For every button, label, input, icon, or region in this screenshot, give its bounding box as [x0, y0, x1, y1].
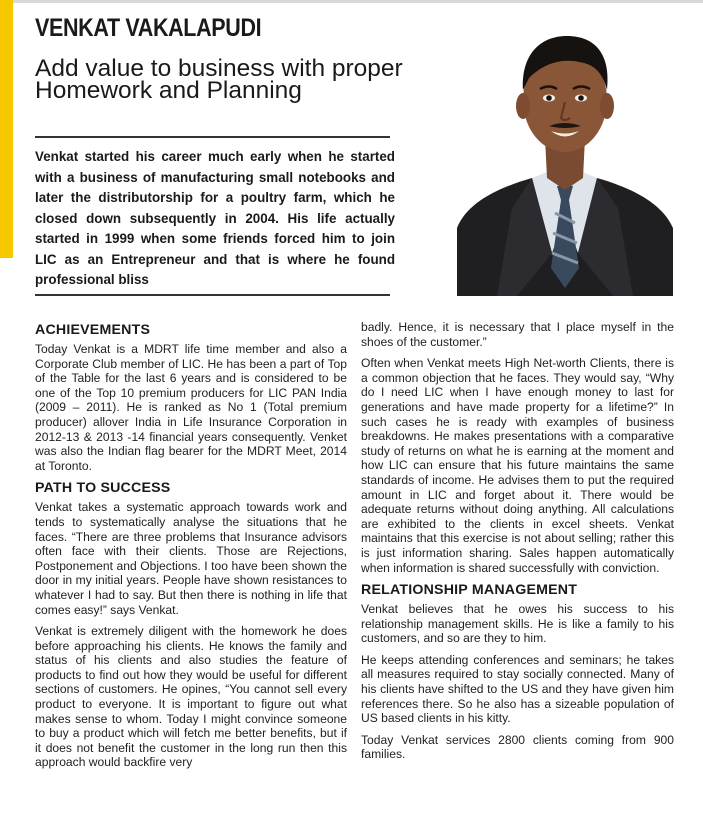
portrait-photo-icon [457, 18, 673, 296]
accent-bar [0, 0, 13, 258]
headline [35, 55, 475, 104]
divider-top [35, 136, 390, 138]
portrait-illustration [457, 18, 673, 296]
divider-bottom [35, 294, 390, 296]
relationship-paragraph-2: He keeps attending conferences and seminars; he takes all measures required to stay socially connected. Many of his clients have shifted to the US and they have given him references there. So he also has a sizeable population of US based clients in his kitty. [361, 652, 674, 726]
achievements-paragraph: Today Venkat is a MDRT life time member and also a Corporate Club member of LIC. He has been a part of Top of the Table for the last 6 years and is considered to be one of the Top 10 premium producers for LIC PAN India (2009 – 2011). He is ranked as No 1 (Total premium producer) allover India in Life Insurance Corporation in 2012-13 & 2013 -14 financial years consequently. Venket was also the Indian flag bearer for the MDRT Meet, 2014 at Toronto. [35, 342, 347, 473]
page-top-edge [0, 0, 703, 3]
section-heading-achievements: ACHIEVEMENTS [35, 322, 151, 338]
path-paragraph-4: Often when Venkat meets High Net-worth Clients, there is a common objection that he faces. They would say, “Why do I need LIC when I have enough money to last for generations and have made property for a lifetime?” In such cases he is ready with examples of business breakdowns. He makes presentations with a comparative study of returns on what he is earning at the moment and how LIC can ensure that his future maintains the same standards of income. He advises them to put the required amount in LIC and forget about it. There would be adequate returns without doing anything. All calculations are exhibited to the clients in excel sheets. Venkat maintains that this exercise is not about selling; rather this is just information sharing. Sales happen automatically when information is shared successfully with conviction. [361, 356, 674, 575]
right-column [361, 320, 674, 769]
path-paragraph-2: Venkat is extremely diligent with the homework he does before approaching his clients. He knows the family and status of his clients and also studies the feature of products to find out how they would be useful for different sections of customers. He opines, “You cannot sell every product to everyone. It is important to figure out what makes sense to whom. Today I might convince someone to buy a product which will fetch me better benefits, but if it does not benefit the customer in the long run then this approach would backfire very [35, 624, 347, 770]
section-heading-relationship-management: RELATIONSHIP MANAGEMENT [361, 582, 578, 599]
page-title: VENKAT VAKALAPUDI [35, 14, 262, 42]
relationship-paragraph-3: Today Venkat services 2800 clients coming from 900 families. [361, 732, 674, 762]
intro-paragraph: Venkat started his career much early when he started with a business of manufacturing small notebooks and later the distributorship for a poultry farm, which he closed down subsequently in 2004. His life actually started in 1999 when some friends forced him to join LIC as an Entrepreneur and that is where he found professional bliss [35, 149, 395, 287]
headline-line-2: Homework and Planning [35, 77, 302, 104]
section-heading-path-to-success: PATH TO SUCCESS [35, 480, 171, 497]
headline-line-1: Add value to business with proper [35, 55, 403, 82]
path-paragraph-3: badly. Hence, it is necessary that I place myself in the shoes of the customer.” [361, 320, 674, 349]
relationship-paragraph-1: Venkat believes that he owes his success to his relationship management skills. He is like a family to his customers, and so are they to him. [361, 602, 674, 646]
left-column [35, 320, 347, 777]
path-paragraph-1: Venkat takes a systematic approach towards work and tends to systematically analyse the situations that he faces. “There are three problems that Insurance advisors often face with their clients. Those are Rejections, Postponement and Objections. I too have been shown the door in my initial years. People have shown resistances to whatever I had to say. But then there is nothing in life that comes easy!” says Venkat. [35, 500, 347, 617]
